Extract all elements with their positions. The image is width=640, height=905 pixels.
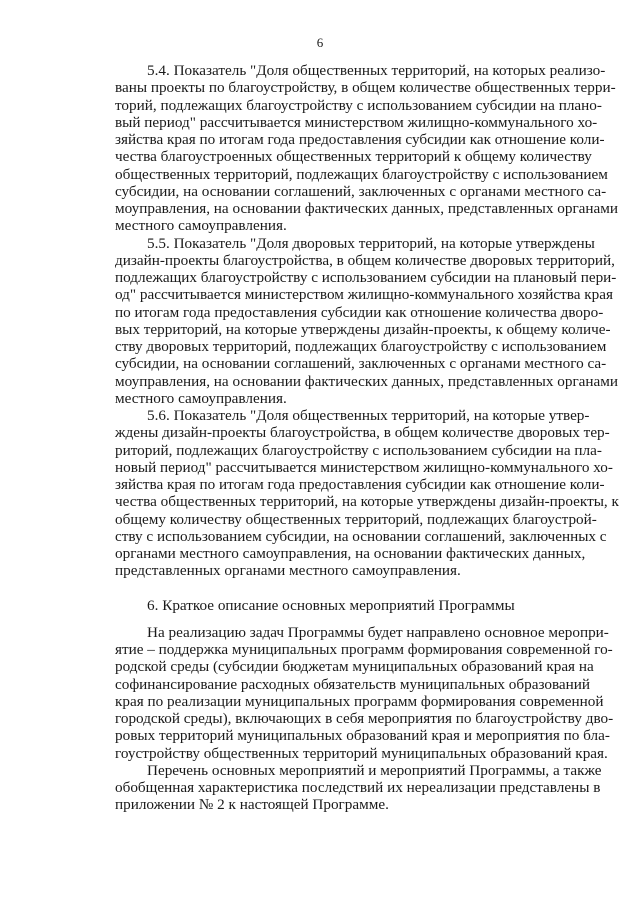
text-line: подлежащих благоустройству с использованием субсидии на плановый пери- <box>115 269 617 286</box>
text-line: местного самоуправления. <box>115 389 287 407</box>
text-line: родской среды (субсидии бюджетам муниципальных образований края на <box>115 658 594 676</box>
paragraph-5-5 <box>115 234 619 408</box>
text-line: зяйства края по итогам года предоставления субсидии как отношение коли- <box>115 476 605 493</box>
text-line: новый период" рассчитывается министерством жилищно-коммунального хо- <box>115 458 613 476</box>
text-line: 5.4. Показатель "Доля общественных территорий, на которых реализо- <box>147 62 606 79</box>
paragraph-6-2 <box>115 761 602 814</box>
text-line: ваны проекты по благоустройству, в общем количестве общественных терри- <box>115 79 616 97</box>
text-line: од" рассчитывается министерством жилищно-коммунального хозяйства края <box>115 286 613 304</box>
section-6-heading: 6. Краткое описание основных мероприятий Программы <box>147 596 515 614</box>
text-line: приложении № 2 к настоящей Программе. <box>115 796 389 814</box>
paragraph-6-1 <box>115 623 614 762</box>
text-line: субсидии, на основании соглашений, заключенных с органами местного са- <box>115 355 607 373</box>
text-line: представленных органами местного самоуправления. <box>115 562 461 580</box>
document-body <box>115 62 619 814</box>
text-line: ству с использованием субсидии, на основании соглашений, заключенных с <box>115 527 607 545</box>
text-line: общему количеству общественных территорий, подлежащих благоустрой- <box>115 510 597 528</box>
text-line: ровых территорий муниципальных образований края и мероприятия по бла- <box>115 727 610 745</box>
text-line: софинансирование расходных обязательств муниципальных образований <box>115 675 591 693</box>
text-line: чества благоустроенных общественных территорий к общему количеству <box>115 148 592 166</box>
text-line: субсидии, на основании соглашений, заключенных с органами местного са- <box>115 182 607 200</box>
text-line: ждены дизайн-проекты благоустройства, в общем количестве дворовых тер- <box>115 424 610 442</box>
text-line: вых территорий, на которые утверждены дизайн-проекты, к общему количе- <box>115 320 611 338</box>
text-line: моуправления, на основании фактических данных, представленных органами <box>115 200 619 217</box>
text-line: обобщенная характеристика последствий их нереализации представлены в <box>115 779 601 796</box>
text-line: городской среды), включающих в себя мероприятия по благоустройству дво- <box>115 710 614 727</box>
text-line: моуправления, на основании фактических данных, представленных органами <box>115 372 619 390</box>
text-line: дизайн-проекты благоустройства, в общем количестве дворовых территорий, <box>115 251 615 269</box>
text-line: ству дворовых территорий, подлежащих благоустройству с использованием <box>115 338 607 355</box>
text-line: чества общественных территорий, на которые утверждены дизайн-проекты, к <box>115 493 619 511</box>
text-line: На реализацию задач Программы будет направлено основное меропри- <box>147 623 609 641</box>
text-line: вый период" рассчитывается министерством жилищно-коммунального хо- <box>115 113 598 131</box>
text-line: ятие – поддержка муниципальных программ формирования современной го- <box>115 641 613 658</box>
text-line: зяйства края по итогам года предоставления субсидии как отношение коли- <box>115 131 605 148</box>
text-line: 5.5. Показатель "Доля дворовых территорий, на которые утверждены <box>147 234 595 252</box>
text-line: гоустройству общественных территорий муниципальных образований края. <box>115 744 608 762</box>
text-line: риторий, подлежащих благоустройству с использованием субсидии на пла- <box>115 441 602 459</box>
paragraph-5-4 <box>115 62 619 235</box>
text-line: органами местного самоуправления, на основании фактических данных, <box>115 545 586 562</box>
text-line: по итогам года предоставления субсидии как отношение количества дворо- <box>115 303 604 321</box>
text-line: местного самоуправления. <box>115 217 287 235</box>
section-spacer <box>115 614 549 624</box>
text-line: Перечень основных мероприятий и мероприятий Программы, а также <box>147 761 602 779</box>
text-line: торий, подлежащих благоустройству с использованием субсидии на плано- <box>115 96 602 114</box>
section-spacer <box>115 580 549 597</box>
text-line: края по реализации муниципальных программ формирования современной <box>115 692 604 710</box>
page-number: 6 <box>316 35 324 50</box>
text-line: 5.6. Показатель "Доля общественных территорий, на которые утвер- <box>147 407 590 424</box>
text-line: общественных территорий, подлежащих благоустройству с использованием <box>115 165 608 183</box>
paragraph-5-6 <box>115 407 619 580</box>
